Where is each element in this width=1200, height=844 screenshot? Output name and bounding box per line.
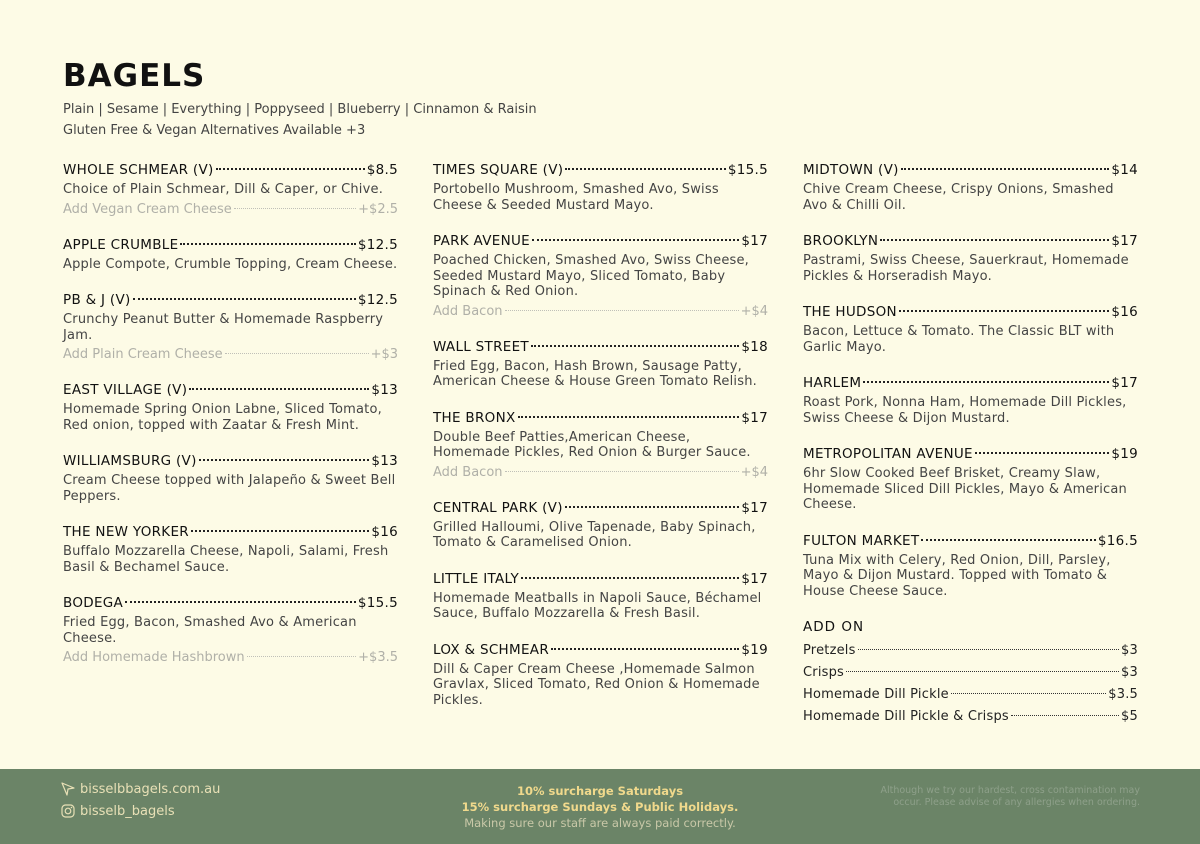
menu-item-price: $17: [1111, 375, 1138, 391]
menu-item-name: BODEGA: [63, 595, 124, 611]
menu-item-header: [803, 446, 1138, 462]
menu-item-price: $16: [1111, 304, 1138, 320]
extra-label: Add Homemade Hashbrown: [63, 650, 245, 665]
menu-item-name: WALL STREET: [433, 338, 529, 355]
menu-item: [63, 453, 398, 504]
saturday-surcharge: 10% surcharge Saturdays: [516, 784, 684, 798]
addon-name: Pretzels: [803, 643, 856, 658]
page-title: BAGELS: [63, 58, 206, 94]
menu-item: [63, 595, 398, 665]
addon-price: $3: [1121, 665, 1138, 680]
menu-column-1: [63, 162, 398, 685]
menu-item-price: $8.5: [366, 162, 398, 178]
menu-item-name: THE NEW YORKER: [63, 524, 189, 540]
menu-item-name: EAST VILLAGE (V): [63, 382, 188, 398]
menu-item-header: [63, 237, 398, 253]
dot-leader: [216, 168, 365, 170]
menu-item-header: [63, 524, 398, 540]
menu-item-price: $17: [741, 233, 768, 249]
menu-item-name: APPLE CRUMBLE: [63, 236, 179, 253]
menu-item: [803, 533, 1138, 600]
menu-item-price: $12.5: [357, 236, 398, 253]
menu-item-description: Apple Compote, Crumble Topping, Cream Cheese.: [63, 256, 398, 272]
menu-item-name: LITTLE ITALY: [433, 570, 520, 587]
menu-item-name: THE BRONX: [433, 409, 516, 426]
menu-item-price: $17: [741, 570, 768, 587]
dot-leader: [901, 168, 1110, 170]
menu-item-name: WHOLE SCHMEAR (V): [63, 162, 214, 178]
bagel-varieties: Plain | Sesame | Everything | Poppyseed | Blueberry | Cinnamon & Raisin: [63, 102, 537, 117]
addon-section: [803, 619, 1138, 724]
menu-item-header: [433, 233, 768, 249]
footer-bar: [0, 769, 1200, 844]
dot-leader: [225, 353, 369, 354]
dot-leader: [858, 649, 1119, 650]
menu-item-price: $17: [1111, 233, 1138, 249]
menu-item-extra: [433, 304, 768, 319]
menu-item-description: Crunchy Peanut Butter & Homemade Raspberry Jam.: [63, 312, 384, 343]
menu-item-description: Poached Chicken, Smashed Avo, Swiss Cheese, Seeded Mustard Mayo, Sliced Tomato, Baby Spinach & Red Onion.: [433, 253, 750, 299]
extra-label: Add Bacon: [433, 303, 503, 319]
menu-item: [803, 375, 1138, 426]
extra-label: Add Bacon: [433, 464, 503, 480]
menu-item-description: Double Beef Patties,American Cheese, Homemade Pickles, Red Onion & Burger Sauce.: [433, 429, 751, 460]
menu-item-name: PB & J (V): [63, 292, 131, 308]
dot-leader: [565, 168, 725, 170]
dot-leader: [505, 471, 739, 472]
addon-row: [803, 665, 1138, 680]
menu-item-description: Fried Egg, Bacon, Hash Brown, Sausage Patty, American Cheese & House Green Tomato Relish.: [433, 358, 757, 389]
menu-item-extra: [63, 347, 398, 362]
menu-item: [433, 233, 768, 319]
surcharge-info: [400, 783, 800, 831]
menu-item-price: $16: [371, 524, 398, 540]
extra-price: +$4: [740, 303, 768, 319]
menu-item-header: [803, 162, 1138, 178]
menu-item-description: Grilled Halloumi, Olive Tapenade, Baby Spinach, Tomato & Caramelised Onion.: [433, 519, 756, 550]
menu-item-description: Portobello Mushroom, Smashed Avo, Swiss Cheese & Seeded Mustard Mayo.: [433, 182, 719, 213]
addon-row: [803, 687, 1138, 702]
menu-item-name: LOX & SCHMEAR: [433, 641, 549, 658]
menu-item: [433, 500, 768, 551]
dot-leader: [863, 381, 1109, 383]
menu-column-2: [433, 162, 768, 728]
menu-item-header: [63, 382, 398, 398]
alternatives-note: Gluten Free & Vegan Alternatives Available +3: [63, 123, 366, 138]
menu-item: [63, 237, 398, 273]
menu-item-name: CENTRAL PARK (V): [433, 499, 563, 516]
dot-leader: [565, 506, 740, 508]
dot-leader: [180, 243, 355, 245]
menu-item-price: $13: [371, 382, 398, 398]
website-link[interactable]: bisselbbagels.com.au: [80, 781, 221, 797]
extra-price: +$2.5: [358, 201, 398, 217]
dot-leader: [518, 416, 740, 418]
menu-item-extra: [63, 202, 398, 217]
menu-item-header: [803, 375, 1138, 391]
menu-item: [63, 162, 398, 217]
menu-item-name: FULTON MARKET: [803, 532, 920, 549]
addon-name: Homemade Dill Pickle: [803, 687, 949, 702]
dot-leader: [191, 530, 369, 532]
staff-pay-note: Making sure our staff are always paid correctly.: [464, 816, 736, 830]
instagram-handle[interactable]: bisselb_bagels: [80, 803, 175, 819]
dot-leader: [551, 648, 739, 650]
menu-item-header: [433, 410, 768, 426]
allergy-line-2: occur. Please advise of any allergies when ordering.: [893, 797, 1140, 808]
extra-price: +$4: [740, 464, 768, 480]
menu-item-header: [803, 233, 1138, 249]
menu-item-extra: [63, 650, 398, 665]
menu-item-price: $13: [371, 453, 398, 469]
menu-item-price: $17: [741, 409, 768, 426]
addon-price: $3.5: [1108, 687, 1138, 702]
dot-leader: [846, 671, 1119, 672]
dot-leader: [1011, 715, 1119, 716]
menu-item-description: Homemade Meatballs in Napoli Sauce, Béchamel Sauce, Buffalo Mozzarella & Fresh Basil.: [433, 590, 762, 621]
menu-item-description: Fried Egg, Bacon, Smashed Avo & American Cheese.: [63, 615, 357, 646]
menu-item-description: Chive Cream Cheese, Crispy Onions, Smashed Avo & Chilli Oil.: [803, 182, 1114, 213]
menu-item-header: [63, 162, 398, 178]
menu-item: [803, 162, 1138, 213]
menu-item-description: Bacon, Lettuce & Tomato. The Classic BLT with Garlic Mayo.: [803, 324, 1115, 355]
menu-item: [433, 571, 768, 622]
addon-price: $5: [1121, 709, 1138, 724]
menu-column-3: [803, 162, 1138, 731]
menu-item-price: $12.5: [357, 292, 398, 308]
menu-item-description: Homemade Spring Onion Labne, Sliced Tomato, Red onion, topped with Zaatar & Fresh Mint.: [63, 402, 382, 433]
menu-item: [803, 446, 1138, 513]
menu-item-name: WILLIAMSBURG (V): [63, 453, 197, 469]
menu-item: [63, 292, 398, 362]
send-icon: [60, 781, 76, 797]
addon-row: [803, 643, 1138, 658]
addon-name: Homemade Dill Pickle & Crisps: [803, 709, 1009, 724]
menu-item-header: [63, 453, 398, 469]
menu-item-name: BROOKLYN: [803, 233, 879, 249]
menu-item-description: Tuna Mix with Celery, Red Onion, Dill, Parsley, Mayo & Dijon Mustard. Topped with Tomato & House Cheese Sauce.: [803, 552, 1111, 599]
menu-item-description: Choice of Plain Schmear, Dill & Caper, or Chive.: [63, 182, 384, 197]
extra-price: +$3: [370, 347, 398, 362]
allergy-disclaimer: [850, 785, 1140, 809]
menu-item-name: PARK AVENUE: [433, 233, 530, 249]
menu-item-name: METROPOLITAN AVENUE: [803, 446, 973, 462]
addon-title: ADD ON: [803, 619, 865, 635]
dot-leader: [189, 388, 369, 390]
menu-item-header: [433, 500, 768, 516]
menu-item-description: Pastrami, Swiss Cheese, Sauerkraut, Homemade Pickles & Horseradish Mayo.: [803, 253, 1129, 284]
menu-item-extra: [433, 465, 768, 480]
menu-item: [63, 382, 398, 433]
menu-item-name: THE HUDSON: [803, 304, 897, 320]
menu-item-price: $15.5: [357, 595, 398, 611]
addon-row: [803, 709, 1138, 724]
dot-leader: [951, 693, 1106, 694]
contact-info: [60, 781, 220, 825]
extra-label: Add Vegan Cream Cheese: [63, 201, 232, 217]
dot-leader: [975, 452, 1109, 454]
dot-leader: [921, 539, 1095, 541]
menu-item: [433, 162, 768, 213]
dot-leader: [521, 577, 739, 579]
dot-leader: [247, 656, 357, 657]
menu-item-description: Buffalo Mozzarella Cheese, Napoli, Salami, Fresh Basil & Bechamel Sauce.: [63, 544, 389, 575]
menu-header: [63, 58, 537, 141]
menu-item-name: TIMES SQUARE (V): [433, 162, 564, 178]
menu-item-price: $18: [741, 338, 768, 355]
menu-item: [63, 524, 398, 575]
menu-item: [803, 233, 1138, 284]
menu-item-price: $15.5: [727, 162, 768, 178]
dot-leader: [531, 345, 739, 347]
addon-name: Crisps: [803, 665, 845, 680]
menu-item: [803, 304, 1138, 355]
menu-item: [433, 410, 768, 480]
menu-item-header: [433, 571, 768, 587]
dot-leader: [532, 239, 739, 241]
dot-leader: [125, 601, 356, 603]
dot-leader: [899, 310, 1109, 312]
extra-label: Add Plain Cream Cheese: [63, 347, 223, 362]
extra-price: +$3.5: [358, 650, 398, 665]
menu-item-description: Cream Cheese topped with Jalapeño & Sweet Bell Peppers.: [63, 473, 396, 504]
menu-item-price: $16.5: [1097, 532, 1138, 549]
menu-item-name: MIDTOWN (V): [803, 162, 899, 178]
instagram-icon: [60, 803, 76, 819]
menu-item-header: [803, 533, 1138, 549]
menu-item-price: $14: [1111, 162, 1138, 178]
menu-item-header: [63, 595, 398, 611]
addon-price: $3: [1121, 643, 1138, 658]
menu-item-header: [433, 339, 768, 355]
menu-item-price: $19: [741, 641, 768, 658]
allergy-line-1: Although we try our hardest, cross contamination may: [880, 785, 1140, 796]
dot-leader: [133, 298, 356, 300]
menu-item-price: $19: [1111, 446, 1138, 462]
menu-item-header: [63, 292, 398, 308]
menu-item: [433, 642, 768, 709]
menu-item: [433, 339, 768, 390]
menu-item-price: $17: [741, 499, 768, 516]
dot-leader: [199, 459, 370, 461]
menu-item-header: [433, 642, 768, 658]
sunday-surcharge: 15% surcharge Sundays & Public Holidays.: [461, 800, 739, 814]
menu-item-description: Roast Pork, Nonna Ham, Homemade Dill Pickles, Swiss Cheese & Dijon Mustard.: [803, 395, 1127, 426]
menu-item-description: Dill & Caper Cream Cheese ,Homemade Salmon Gravlax, Sliced Tomato, Red Onion & Homemade Pickles.: [433, 661, 760, 708]
dot-leader: [505, 310, 739, 311]
menu-item-header: [803, 304, 1138, 320]
menu-item-description: 6hr Slow Cooked Beef Brisket, Creamy Slaw, Homemade Sliced Dill Pickles, Mayo & American Cheese.: [803, 466, 1127, 512]
dot-leader: [234, 208, 356, 209]
menu-item-name: HARLEM: [803, 375, 862, 391]
menu-item-header: [433, 162, 768, 178]
dot-leader: [880, 239, 1109, 241]
